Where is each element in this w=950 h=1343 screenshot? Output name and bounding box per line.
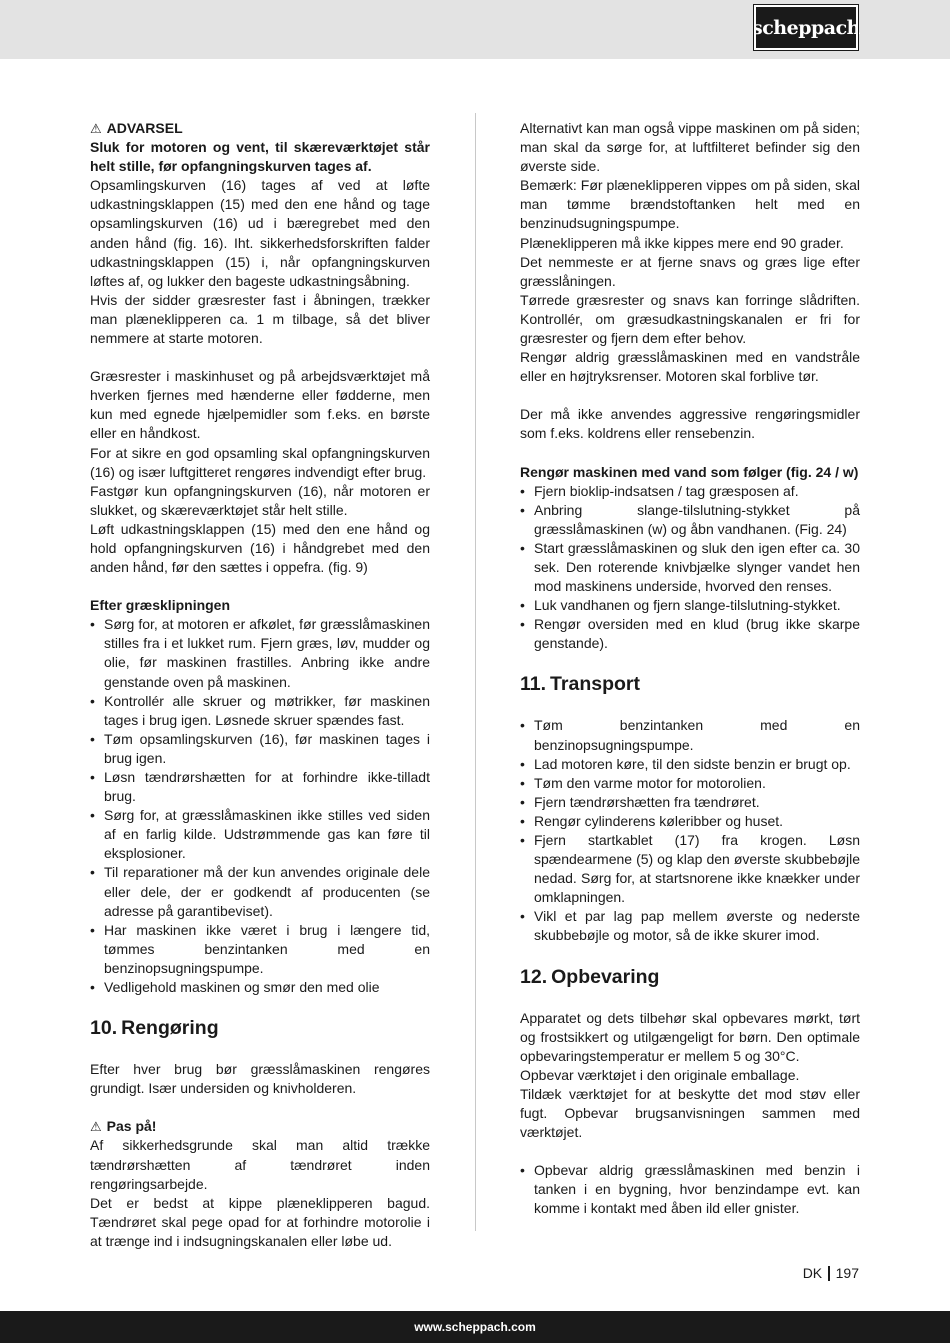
paragraph: Tørrede græsrester og snavs kan forringe slådriften. Kontrollér, om græsudkastningskanalen er fri for græsrester og fjern dem efter behov. <box>520 291 860 347</box>
list-item: • Opbevar aldrig græsslåmaskinen med benzin i tanken i en bygning, hvor benzindampe evt. kan komme i kontakt med åben ild eller gnister. <box>520 1161 860 1218</box>
list-item: • Sørg for, at motoren er afkølet, før græsslåmaskinen stilles fra i et lukket rum. Fjern græs, løv, mudder og olie, før maskinen frastilles. Anbring ikke andre genstande oven på maskinen. <box>90 615 430 691</box>
list-item: • Kontrollér alle skruer og møtrikker, før maskinen tages i brug igen. Løsnede skruer spændes fast. <box>90 692 430 730</box>
page-number-value: 197 <box>835 1265 859 1281</box>
section-heading-storage <box>520 965 860 989</box>
paragraph: Apparatet og dets tilbehør skal opbevares mørkt, tørt og frostsikkert og utilgængeligt for børn. Den optimale opbevaringstemperatur er mellem 5 og 30°C. <box>520 1009 860 1064</box>
list-item: • Tøm den varme motor for motorolien. <box>520 774 860 793</box>
list-item: • Til reparationer må der kun anvendes originale dele eller dele, der er godkendt af producenten (se adresse på garantibeviset). <box>90 863 430 920</box>
paragraph: Efter hver brug bør græsslåmaskinen rengøres grundigt. Især undersiden og knivholderen. <box>90 1061 430 1097</box>
after-mowing-list <box>90 615 430 997</box>
list-item: • Tøm benzintanken med en benzinopsugningspumpe. <box>520 716 860 754</box>
paragraph: Af sikkerhedsgrunde skal man altid trække tændrørshætten af tændrøret inden rengøringsarbejde. <box>90 1137 430 1192</box>
paragraph: Plæneklipperen må ikke kippes mere end 90 grader. <box>520 234 844 251</box>
caution-title: Pas på! <box>106 1118 157 1135</box>
list-item: • Anbring slange-tilslutning-stykket på græsslåmaskinen (w) og åbn vandhanen. (Fig. 24) <box>520 501 860 539</box>
list-item: • Har maskinen ikke været i brug i længere tid, tømmes benzintanken med en benzinopsugningspumpe. <box>90 921 430 978</box>
right-column <box>520 119 860 1219</box>
paragraph: Rengør aldrig græsslåmaskinen med en vandstråle eller en højtryksrenser. Motoren skal forblive tør. <box>520 349 860 385</box>
list-item: • Sørg for, at græsslåmaskinen ikke stilles ved siden af en farlig kilde. Udstrømmende gas kan føre til eksplosioner. <box>90 806 430 863</box>
paragraph: Hvis der sidder græsrester fast i åbningen, trækker man plæneklipperen ca. 1 m tilbage, så det bliver nemmere at starte motoren. <box>90 291 430 347</box>
warning-title: ADVARSEL <box>106 120 183 136</box>
subheading-water-cleaning: Rengør maskinen med vand som følger (fig. 24 / w) <box>520 463 859 480</box>
warning-bold-text: Sluk for motoren og vent, til skæreværktøjet står helt stille, før opfangningskurven tages af. <box>90 139 430 175</box>
paragraph: Opsamlingskurven (16) tages af ved at løfte udkastningsklappen (15) med den ene hånd og tage opsamlingskurven (16) ud i bæregrebet med den anden hånd (fig. 16). Iht. sikkerhedsforskriften falder udkastningsklappen (15) i, når opfangningskurven løftes af, og lukker den bageste udkastningsåbning. <box>90 177 430 289</box>
paragraph: Opbevar værktøjet i den originale emballage. <box>520 1066 800 1083</box>
list-item: • Lad motoren køre, til den sidste benzin er brugt op. <box>520 755 860 774</box>
list-item: • Vikl et par lag pap mellem øverste og nederste skubbebøjle og motor, så de ikke skurer imod. <box>520 907 860 945</box>
section-heading-cleaning <box>90 1016 430 1040</box>
subheading-after-mowing: Efter græsklipningen <box>90 597 231 614</box>
paragraph: Der må ikke anvendes aggressive rengøringsmidler som f.eks. koldrens eller rensebenzin. <box>520 406 860 442</box>
paragraph: Det nemmeste er at fjerne snavs og græs lige efter græsslåningen. <box>520 253 860 289</box>
paragraph: Bemærk: Før plæneklipperen vippes om på siden, skal man tømme brændstoftanken helt med en benzinudsugningspumpe. <box>520 177 860 232</box>
section-title: Rengøring <box>121 1017 219 1040</box>
list-item: • Fjern startkablet (17) fra krogen. Løsn spændearmene (5) og klap den øverste skubbebøjle nedad. Sørg for, at startsnorene ikke knækker under omklapningen. <box>520 831 860 907</box>
water-cleaning-list <box>520 482 860 654</box>
list-item: • Løsn tændrørshætten for at forhindre ikke-tilladt brug. <box>90 768 430 806</box>
list-item: • Vedligehold maskinen og smør den med olie <box>90 978 430 997</box>
list-item: • Fjern bioklip-indsatsen / tag græsposen af. <box>520 482 860 501</box>
list-item: • Rengør oversiden med en klud (brug ikke skarpe genstande). <box>520 615 860 653</box>
section-title: Transport <box>550 673 640 696</box>
column-divider <box>475 113 476 1231</box>
caution-heading <box>90 1117 430 1136</box>
warning-triangle-icon: ⚠ <box>90 1119 102 1135</box>
paragraph: Løft udkastningsklappen (15) med den ene hånd og hold opfangningskurven (16) i håndgrebet med den anden hånd, før den sættes i oppefra. (fig. 9) <box>90 520 430 576</box>
list-item: • Luk vandhanen og fjern slange-tilslutning-stykket. <box>520 596 860 615</box>
warning-triangle-icon: ⚠ <box>90 121 102 136</box>
page-number <box>803 1265 859 1281</box>
list-item: • Rengør cylinderens køleribber og huset. <box>520 812 860 831</box>
list-item: • Fjern tændrørshætten fra tændrøret. <box>520 793 860 812</box>
transport-list <box>520 716 860 945</box>
paragraph: Græsrester i maskinhuset og på arbejdsværktøjet må hverken fjernes med hænderne eller fødderne, men kun med egnede hjælpemidler som f.eks. en børste eller en håndkost. <box>90 368 430 442</box>
section-number: 10. <box>90 1017 118 1040</box>
page-language: DK <box>802 1265 823 1281</box>
brand-logo <box>754 5 858 50</box>
paragraph: Det er bedst at kippe plæneklipperen bagud. Tændrøret skal pege opad for at forhindre motorolie i at trænge ind i indsugningskanalen eller løbe ud. <box>90 1194 430 1249</box>
footer-bar <box>0 1311 950 1343</box>
section-heading-transport <box>520 672 860 696</box>
list-item: • Start græsslåmaskinen og sluk den igen efter ca. 30 sek. Den roterende knivbjælke slynger vandet hen mod maskinens underside, hvorved den renses. <box>520 539 860 596</box>
footer-url[interactable]: www.scheppach.com <box>414 1320 536 1334</box>
left-column <box>90 119 430 1251</box>
list-item: • Tøm opsamlingskurven (16), før maskinen tages i brug igen. <box>90 730 430 768</box>
storage-list <box>520 1161 860 1218</box>
section-number: 11. <box>520 673 547 696</box>
page-number-separator <box>828 1266 830 1281</box>
paragraph: Alternativt kan man også vippe maskinen om på siden; man skal da sørge for, at luftfilteret befinder sig den øverste side. <box>520 120 860 175</box>
brand-logo-text: scheppach <box>752 16 860 39</box>
paragraph: For at sikre en god opsamling skal opfangningskurven (16) og især luftgitteret rengøres indvendigt efter brug. <box>90 444 430 480</box>
section-number: 12. <box>520 965 548 988</box>
paragraph: Tildæk værktøjet for at beskytte det mod støv eller fugt. Opbevar brugsanvisningen sammen med værktøjet. <box>520 1085 860 1141</box>
section-title: Opbevaring <box>551 965 660 988</box>
warning-heading <box>90 119 430 138</box>
paragraph: Fastgør kun opfangningskurven (16), når motoren er slukket, og skæreværktøjet står helt stille. <box>90 482 430 518</box>
